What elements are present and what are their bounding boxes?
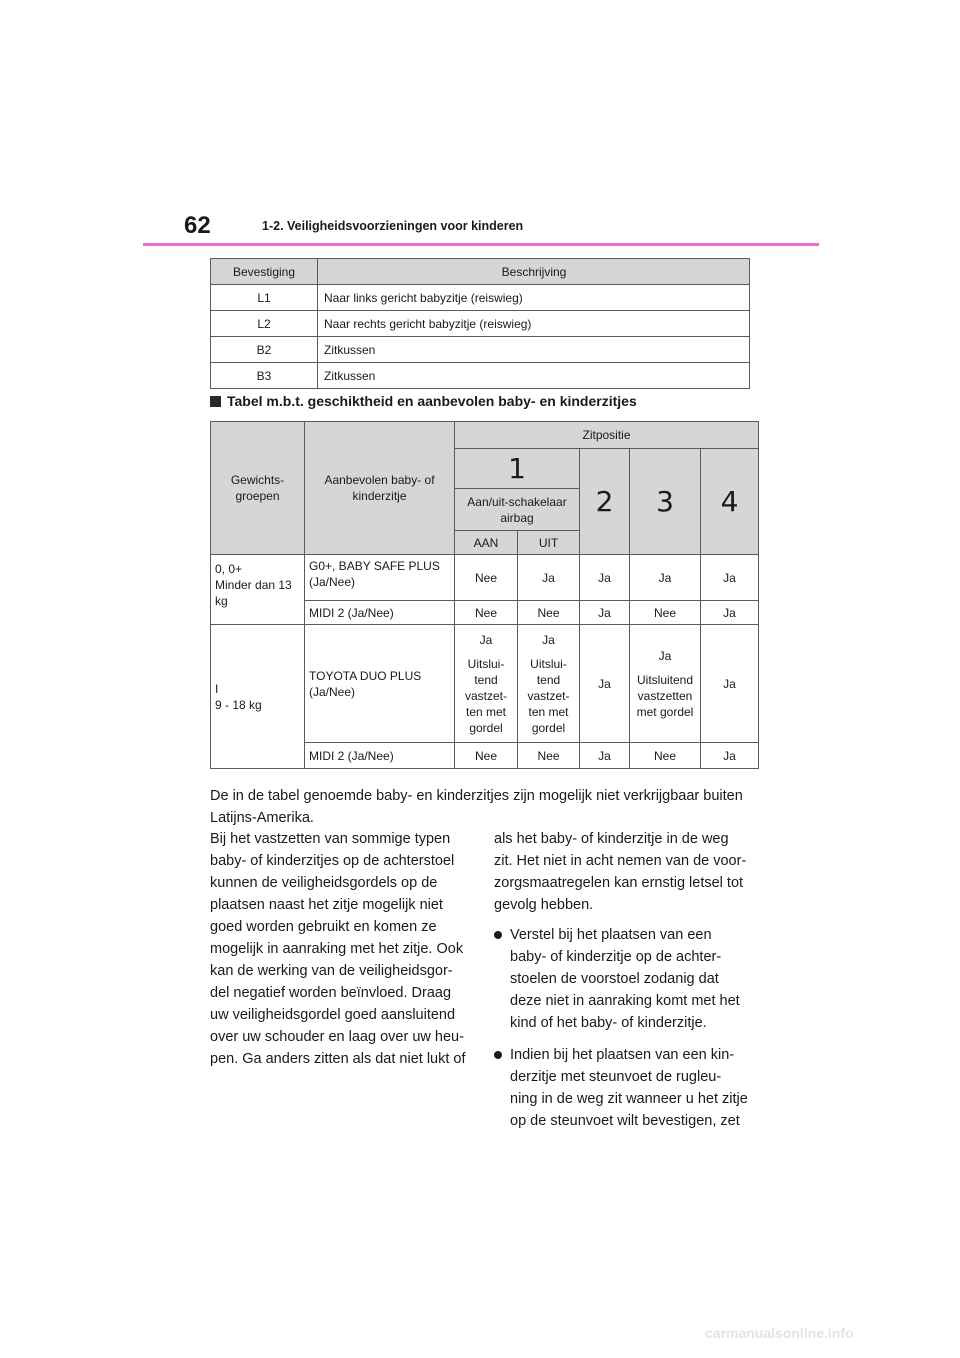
section-heading-text: Tabel m.b.t. geschiktheid en aanbevolen baby- en kinderzitjes [227,393,637,409]
value-cell: Ja [701,743,759,769]
text-line: zorgsmaatregelen kan ernstig letsel tot [494,875,744,891]
spacer [521,648,576,656]
section-heading [210,393,637,409]
attachment-code: B3 [211,363,318,389]
value-cell: Ja [701,625,759,743]
bullet-item [494,924,750,1034]
cell-text: Ja [658,648,672,663]
cell-text: Ja [542,632,555,647]
text-line: plaatsen naast het zitje mogelijk niet [210,897,443,913]
position-4-header [701,449,759,555]
weight-group-header [211,422,305,555]
cell-text: TOYOTA DUO PLUS [309,668,422,683]
attachment-table [210,258,750,389]
weight-group-cell [211,625,305,769]
airbag-switch-header [455,489,580,531]
value-cell: Ja [701,601,759,625]
text-line: kind of het baby- of kinderzitje. [510,1015,707,1031]
cell-text: Uitslui- [467,656,505,671]
right-column-text [494,828,750,1142]
cell-text: 9 - 18 kg [215,697,262,712]
left-column-text [210,828,468,1070]
header-text: kinderzitje [352,489,407,503]
text-line: op de steunvoet wilt bevestigen, zet [510,1113,740,1129]
text-line: del negatief worden beïnvloed. Draag [210,985,452,1001]
text-line: zit. Het niet in acht nemen van de voor- [494,853,747,869]
text-line: goed worden gebruikt en komen ze [210,919,437,935]
attachment-description: Naar rechts gericht babyzitje (reiswieg) [318,311,750,337]
attachment-description: Zitkussen [318,363,750,389]
header-text: groepen [235,489,280,503]
text-line: uw veiligheidsgordel goed aansluitend [210,1007,456,1023]
bullet-item [494,1044,750,1132]
recommended-seat-header [305,422,455,555]
bullet-dot-icon [494,931,502,939]
square-bullet-icon [210,396,221,407]
value-cell [630,625,701,743]
cell-text: G0+, BABY SAFE PLUS [309,559,440,573]
text-line: Verstel bij het plaatsen van een [510,927,712,943]
value-cell: Ja [580,743,630,769]
value-cell [518,625,580,743]
seat-position-3-icon: 3 [656,484,674,518]
airbag-on-header: AAN [455,531,518,555]
seat-position-2-icon: 2 [595,484,614,518]
cell-text: Uitsluitend [636,672,694,687]
footer-watermark: carmanualsonline.info [705,1325,854,1341]
attachment-code: B2 [211,337,318,363]
cell-text: kg [215,594,228,608]
text-line: kan de werking van de veiligheidsgor- [210,963,453,979]
cell-text: vastzetten [637,688,693,703]
cell-text: 0, 0+ [215,562,243,576]
column-header: Beschrijving [318,259,750,285]
text-line: pen. Ga anders zitten als dat niet lukt of [210,1051,466,1067]
cell-text: (Ja/Nee) [309,684,356,699]
text-line: ning in de weg zit wanneer u het zitje [510,1091,748,1107]
bullet-dot-icon [494,1051,502,1059]
position-3-header [630,449,701,555]
text-line: kunnen de veiligheidsgordels op de [210,875,438,891]
cell-text: met gordel [636,704,694,719]
value-cell: Ja [580,601,630,625]
seat-position-1-icon: 1 [508,451,526,485]
attachment-description: Naar links gericht babyzitje (reiswieg) [318,285,750,311]
text-line: De in de tabel genoemde baby- en kinderzitjes zijn mogelijk niet verkrijgbaar buiten [210,788,743,804]
seat-model-cell [305,625,455,743]
seat-position-header: Zitpositie [455,422,759,449]
value-cell: Nee [455,601,518,625]
cell-text: ten met [528,704,569,719]
header-text: Aan/uit-schakelaar [467,494,567,509]
table-row [211,285,750,311]
seat-model-cell [305,555,455,601]
header-text: airbag [500,510,534,525]
text-line: Latijns-Amerika. [210,810,314,826]
value-cell: Nee [630,601,701,625]
text-line: stoelen de voorstoel zodanig dat [510,971,719,987]
cell-text: gordel [531,720,566,735]
cell-text: vastzet- [464,688,507,703]
table-row [211,555,759,601]
value-cell: Nee [455,743,518,769]
spacer [458,648,514,656]
cell-text: tend [536,672,561,687]
header-text: Gewichts- [230,473,285,487]
table-row [211,363,750,389]
value-cell: Nee [455,555,518,601]
table-header-row [211,259,750,285]
text-line: baby- of kinderzitje op de achter- [510,949,722,965]
text-line: mogelijk in aanraking met het zitje. Ook [210,941,464,957]
text-line: deze niet in aanraking komt met het [510,993,740,1009]
text-line: derzitje met steunvoet de rugleu- [510,1069,722,1085]
seat-model-cell: MIDI 2 (Ja/Nee) [305,743,455,769]
seat-model-cell: MIDI 2 (Ja/Nee) [305,601,455,625]
attachment-code: L1 [211,285,318,311]
table-row [211,337,750,363]
suitability-table [210,421,759,769]
section-title: 1-2. Veiligheidsvoorzieningen voor kinderen [262,219,524,233]
value-cell: Ja [580,625,630,743]
position-1-header [455,449,580,489]
value-cell: Nee [518,743,580,769]
header-rule [143,243,819,246]
value-cell [455,625,518,743]
spacer [633,664,697,672]
airbag-off-header: UIT [518,531,580,555]
table-row [211,625,759,743]
value-cell: Ja [580,555,630,601]
attachment-description: Zitkussen [318,337,750,363]
position-2-header [580,449,630,555]
availability-note [210,785,755,829]
weight-group-cell [211,555,305,625]
value-cell: Ja [701,555,759,601]
text-line: Bij het vastzetten van sommige typen [210,831,451,847]
value-cell: Nee [518,601,580,625]
table-row [211,311,750,337]
text-line: over uw schouder en laag over uw heu- [210,1029,464,1045]
cell-text: vastzet- [527,688,570,703]
value-cell: Ja [518,555,580,601]
seat-position-4-icon: 4 [720,484,739,518]
value-cell: Ja [630,555,701,601]
attachment-code: L2 [211,311,318,337]
cell-text: ten met [465,704,507,719]
column-header: Bevestiging [211,259,318,285]
text-line: als het baby- of kinderzitje in de weg [494,831,729,847]
cell-text: (Ja/Nee) [309,575,356,589]
cell-text: tend [474,672,498,687]
cell-text: Ja [479,632,493,647]
cell-text: I [215,681,219,696]
text-line: gevolg hebben. [494,897,594,913]
text-line: baby- of kinderzitjes op de achterstoel [210,853,455,869]
cell-text: Minder dan 13 [215,578,292,592]
header-text: Aanbevolen baby- of [324,473,435,487]
value-cell: Nee [630,743,701,769]
cell-text: Uitslui- [530,656,567,671]
cell-text: gordel [469,720,503,735]
text-line: Indien bij het plaatsen van een kin- [510,1047,735,1063]
page-number: 62 [184,212,211,239]
